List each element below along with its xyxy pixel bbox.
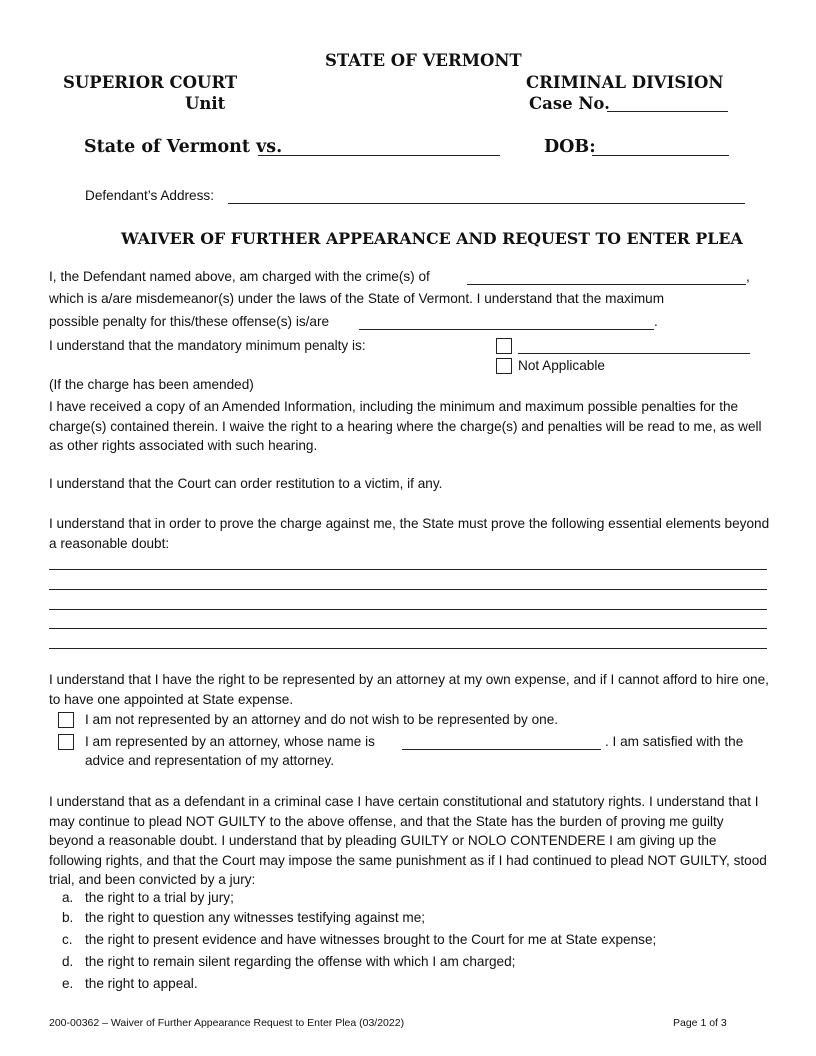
not-applicable-checkbox[interactable] [496, 358, 512, 374]
charges-line-2: which is a/are misdemeanor(s) under the laws of the State of Vermont. I understand that the maximum [49, 291, 665, 306]
has-attorney-checkbox[interactable] [58, 734, 74, 750]
comma: , [746, 269, 750, 284]
defendant-name-field[interactable] [258, 155, 500, 156]
unit-label: Unit [185, 94, 226, 113]
charges-line-1: I, the Defendant named above, am charged with the crime(s) of [49, 269, 430, 284]
state-vs-label: State of Vermont vs. [84, 137, 283, 157]
mandatory-min-field[interactable] [518, 353, 750, 354]
list-marker: e. [62, 976, 74, 991]
list-item: the right to appeal. [85, 976, 198, 991]
list-item: the right to present evidence and have witnesses brought to the Court for me at State expense; [85, 932, 657, 947]
list-marker: c. [62, 932, 73, 947]
form-title: WAIVER OF FURTHER APPEARANCE AND REQUEST TO ENTER PLEA [121, 229, 743, 248]
mandatory-min-checkbox[interactable] [496, 338, 512, 354]
footer-page-number: Page 1 of 3 [673, 1017, 727, 1029]
list-item: the right to remain silent regarding the offense with which I am charged; [85, 954, 516, 969]
address-label: Defendant’s Address: [85, 188, 214, 203]
dob-label: DOB: [544, 137, 596, 157]
max-penalty-field[interactable] [359, 329, 654, 330]
list-marker: d. [62, 954, 74, 969]
amended-text: I have received a copy of an Amended Information, including the minimum and maximum possible penalties for the charge(s) contained therein. I waive the right to a hearing where the charge(s) and penalties will be read to me, as well as other rights associated with such hearing. [49, 399, 762, 453]
elements-text: I understand that in order to prove the charge against me, the State must prove the following essential elements beyond a reasonable doubt: [49, 516, 770, 551]
rights-intro: I understand that as a defendant in a criminal case I have certain constitutional and statutory rights. I understand that I may continue to plead NOT GUILTY to the above offense, and that the State has the burden of proving me guilty beyond a reasonable doubt. I understand that by pleading GUILTY or NOLO CONTENDERE I am giving up the following rights, and that the Court may impose the same punishment as if I had continued to plead NOT GUILTY, stood trial, and been convicted by a jury: [49, 794, 767, 887]
case-no-label: Case No. [529, 94, 610, 113]
dob-field[interactable] [592, 155, 729, 156]
court-name: SUPERIOR COURT [63, 73, 238, 92]
state-heading: STATE OF VERMONT [325, 51, 522, 70]
crimes-field[interactable] [467, 284, 746, 285]
amended-heading: (If the charge has been amended) [49, 377, 254, 392]
mandatory-min-label: I understand that the mandatory minimum penalty is: [49, 338, 366, 353]
list-item: the right to a trial by jury; [85, 890, 234, 905]
attorney-intro: I understand that I have the right to be represented by an attorney at my own expense, and if I cannot afford to hire one, to have one appointed at State expense. [49, 672, 769, 707]
element-line-2[interactable] [49, 589, 767, 590]
list-marker: a. [62, 890, 74, 905]
has-attorney-label-cont: advice and representation of my attorney. [85, 753, 335, 768]
element-line-5[interactable] [49, 648, 767, 649]
attorney-name-field[interactable] [402, 749, 601, 750]
list-item: the right to question any witnesses testifying against me; [85, 910, 426, 925]
not-applicable-label: Not Applicable [518, 358, 605, 373]
division-name: CRIMINAL DIVISION [526, 73, 724, 92]
restitution-text: I understand that the Court can order restitution to a victim, if any. [49, 476, 443, 491]
period: . [654, 314, 658, 329]
case-no-field[interactable] [607, 111, 728, 112]
element-line-3[interactable] [49, 609, 767, 610]
has-attorney-label: I am represented by an attorney, whose name is [85, 734, 375, 749]
list-marker: b. [62, 910, 74, 925]
element-line-4[interactable] [49, 628, 767, 629]
address-field[interactable] [228, 203, 745, 204]
footer-form-id: 200-00362 – Waiver of Further Appearance Request to Enter Plea (03/2022) [49, 1017, 405, 1029]
no-attorney-label: I am not represented by an attorney and do not wish to be represented by one. [85, 712, 559, 727]
has-attorney-label-end: . I am satisfied with the [605, 734, 744, 749]
charges-line-3: possible penalty for this/these offense(s) is/are [49, 314, 330, 329]
element-line-1[interactable] [49, 569, 767, 570]
no-attorney-checkbox[interactable] [58, 712, 74, 728]
